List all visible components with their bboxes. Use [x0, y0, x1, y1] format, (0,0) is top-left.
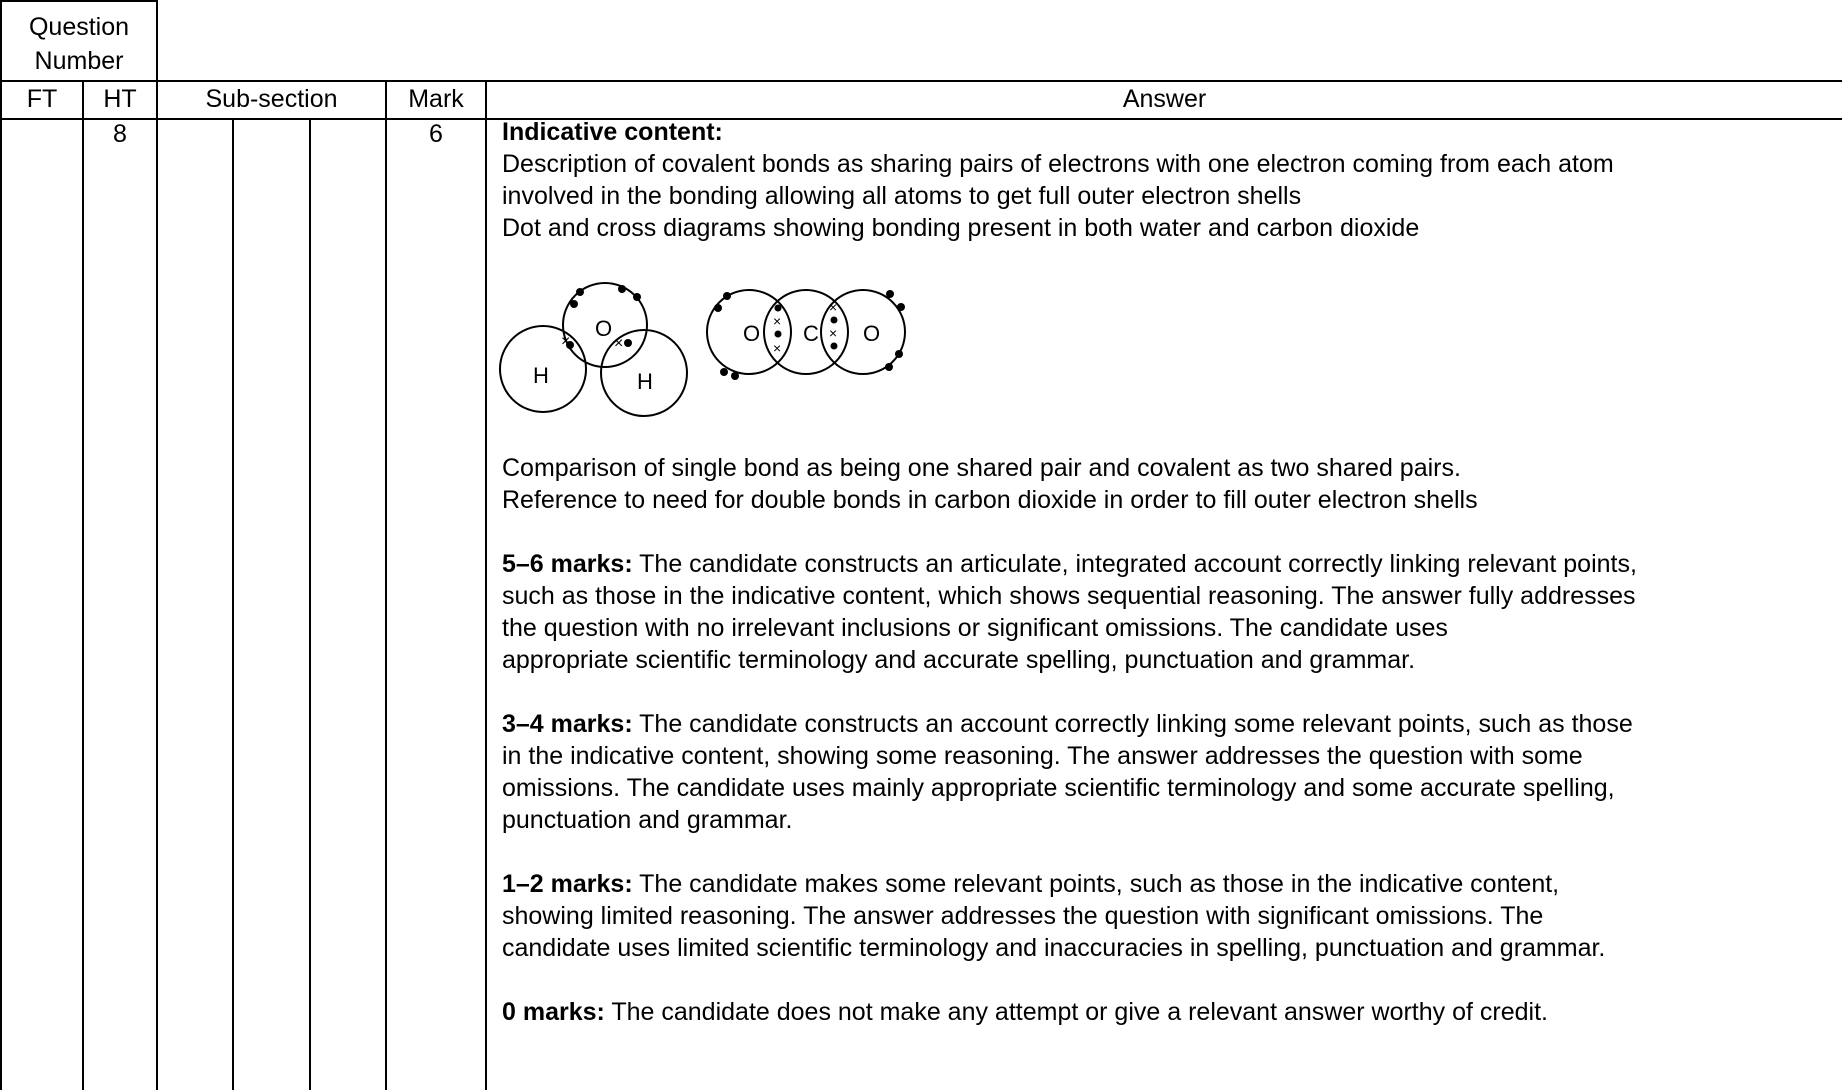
- level-0-text: The candidate does not make any attempt or give a relevant answer worthy of credit.: [604, 998, 1548, 1026]
- co2-carbon-label: C: [803, 321, 819, 346]
- electron-dot: [714, 304, 722, 312]
- electron-cross: ×: [829, 325, 838, 341]
- level-1-2-line-1: [502, 868, 1838, 900]
- electron-dot: [886, 290, 894, 298]
- electron-dot: [633, 293, 641, 301]
- table-top-left-border: [0, 0, 158, 2]
- question-number-right-border: [156, 0, 158, 1090]
- water-hydrogen-left-label: H: [533, 363, 549, 388]
- mark-value: 6: [429, 120, 443, 148]
- level-5-6-line-1: [502, 548, 1838, 580]
- electron-dot: [731, 372, 739, 380]
- ht-header: HT: [103, 85, 137, 113]
- question-header-line1: Question: [28, 13, 130, 41]
- co2-right-oxygen-label: O: [863, 321, 881, 346]
- level-0-line: [502, 996, 1838, 1028]
- subsection-header: Sub-section: [205, 85, 338, 113]
- subsection-divider-2: [309, 118, 311, 1090]
- level-1-2-line-3: candidate uses limited scientific terminology and inaccuracies in spelling, punctuation and grammar.: [502, 934, 1606, 962]
- level-5-6-line-4: appropriate scientific terminology and accurate spelling, punctuation and grammar.: [502, 646, 1416, 674]
- subsection-mark-divider: [385, 80, 387, 1090]
- level-1-2-line-2: showing limited reasoning. The answer addresses the question with significant omissions. The: [502, 902, 1544, 930]
- answer-content: [502, 116, 1838, 1028]
- level-3-4-line-1: [502, 708, 1838, 740]
- ft-header: FT: [26, 85, 58, 113]
- level-3-4-label: 3–4 marks:: [502, 710, 633, 738]
- electron-cross: ×: [829, 299, 838, 315]
- electron-dot: [775, 305, 782, 312]
- indicative-content-line: Description of covalent bonds as sharing pairs of electrons with one electron coming from each atom: [502, 150, 1614, 178]
- electron-dot: [895, 350, 903, 358]
- indicative-content-title: Indicative content:: [502, 118, 723, 146]
- ft-ht-divider: [82, 80, 84, 1090]
- electron-dot: [570, 300, 578, 308]
- mark-header: Mark: [408, 85, 464, 113]
- water-hydrogen-right-label: H: [637, 369, 653, 394]
- level-1-2-text: The candidate makes some relevant points, such as those in the indicative content,: [632, 870, 1560, 898]
- electron-dot: [897, 303, 905, 311]
- level-5-6-text: The candidate constructs an articulate, integrated account correctly linking relevant points,: [632, 550, 1637, 578]
- level-1-2-label: 1–2 marks:: [502, 870, 633, 898]
- comparison-content-line: Reference to need for double bonds in carbon dioxide in order to fill outer electron shells: [502, 486, 1478, 514]
- table-left-border: [0, 0, 2, 1090]
- level-3-4-line-2: in the indicative content, showing some reasoning. The answer addresses the question with some: [502, 742, 1583, 770]
- electron-dot: [576, 288, 584, 296]
- electron-dot: [720, 368, 728, 376]
- mark-answer-divider: [485, 80, 487, 1090]
- electron-cross: ×: [561, 333, 571, 350]
- carbon-dioxide-dot-cross-diagram: [706, 280, 916, 385]
- indicative-content-line: involved in the bonding allowing all atoms to get full outer electron shells: [502, 182, 1302, 210]
- electron-cross: ×: [773, 340, 782, 356]
- level-3-4-text: The candidate constructs an account correctly linking some relevant points, such as those: [632, 710, 1633, 738]
- co2-left-oxygen-label: O: [743, 321, 761, 346]
- subsection-divider-1: [232, 118, 234, 1090]
- electron-dot: [831, 343, 838, 350]
- level-3-4-line-4: punctuation and grammar.: [502, 806, 793, 834]
- level-0-label: 0 marks:: [502, 998, 605, 1026]
- electron-cross: ×: [614, 335, 624, 352]
- water-oxygen-label: O: [595, 316, 613, 341]
- electron-dot: [775, 331, 782, 338]
- electron-dot: [885, 363, 893, 371]
- level-5-6-line-2: such as those in the indicative content, which shows sequential reasoning. The answer fully addresses: [502, 582, 1636, 610]
- comparison-content-line: Comparison of single bond as being one shared pair and covalent as two shared pairs.: [502, 454, 1461, 482]
- electron-cross: ×: [773, 313, 782, 329]
- electron-dot: [723, 292, 731, 300]
- ht-question-number: 8: [113, 120, 127, 148]
- indicative-content-line: Dot and cross diagrams showing bonding present in both water and carbon dioxide: [502, 214, 1420, 242]
- level-5-6-label: 5–6 marks:: [502, 550, 633, 578]
- header-row-border: [0, 80, 1842, 82]
- level-3-4-line-3: omissions. The candidate uses mainly appropriate scientific terminology and some accurate spelling,: [502, 774, 1615, 802]
- water-dot-cross-diagram: [500, 280, 710, 425]
- answer-header: Answer: [1122, 85, 1207, 113]
- level-5-6-line-3: the question with no irrelevant inclusions or significant omissions. The candidate uses: [502, 614, 1448, 642]
- question-header-line2: Number: [34, 47, 124, 75]
- electron-dot: [624, 339, 632, 347]
- electron-dot: [831, 317, 838, 324]
- electron-dot: [618, 285, 626, 293]
